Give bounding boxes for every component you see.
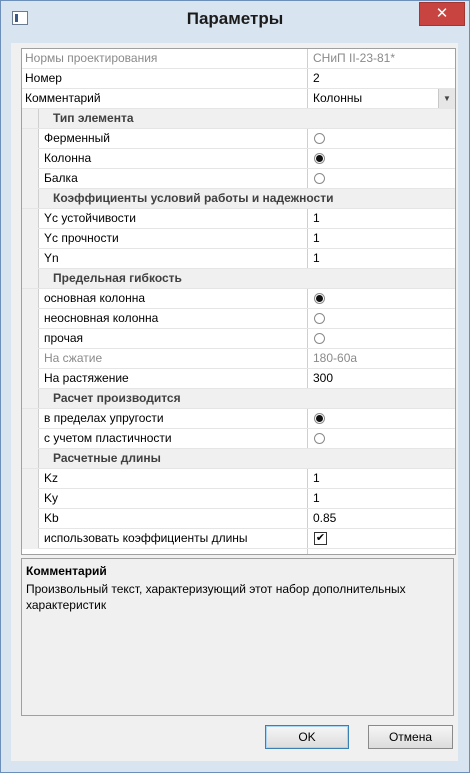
property-label: использовать коэффициенты длины (38, 529, 308, 548)
grid-property-row[interactable] (22, 69, 455, 89)
checkbox[interactable]: ✔ (315, 532, 326, 544)
property-value[interactable] (309, 69, 455, 88)
grid-property-row[interactable] (22, 489, 455, 509)
description-title: Комментарий (26, 564, 107, 578)
property-label: Нормы проектирования (22, 49, 308, 68)
grid-property-row[interactable] (22, 209, 455, 229)
value-text: 180-60a (313, 351, 358, 365)
grid-property-row[interactable] (22, 469, 455, 489)
radio-selected-icon[interactable] (314, 413, 325, 424)
property-value[interactable] (309, 49, 455, 68)
description-text: Произвольный текст, характеризующий этот набор дополнительных характеристик (26, 582, 406, 612)
property-label: Комментарий (22, 89, 308, 108)
property-label: На сжатие (38, 349, 308, 368)
value-text: 1 (313, 231, 320, 245)
grid-property-row[interactable] (22, 149, 455, 169)
grid-property-row[interactable] (22, 229, 455, 249)
property-label: Yc устойчивости (38, 209, 308, 228)
category-label: Тип элемента (38, 109, 455, 128)
property-value[interactable] (309, 209, 455, 228)
property-grid (21, 48, 456, 555)
property-label: Ферменный (38, 129, 308, 148)
property-label: Колонна (38, 149, 308, 168)
property-value[interactable] (309, 489, 455, 508)
property-label: Yc прочности (38, 229, 308, 248)
category-label: Расчетные длины (38, 449, 455, 468)
property-label: Yn (38, 249, 308, 268)
grid-category-row (22, 109, 455, 129)
value-text: 1 (313, 251, 320, 265)
description-panel (21, 558, 454, 716)
value-text: СНиП II-23-81* (313, 51, 396, 65)
grid-category-row (22, 189, 455, 209)
property-label: прочая (38, 329, 308, 348)
grid-property-row[interactable] (22, 289, 455, 309)
property-value[interactable] (309, 409, 455, 428)
category-label: Расчет производится (38, 389, 455, 408)
grid-property-row[interactable] (22, 369, 455, 389)
grid-property-row[interactable] (22, 169, 455, 189)
value-text: Колонны (313, 91, 363, 105)
dropdown-arrow-icon[interactable]: ▼ (438, 89, 455, 108)
property-label: Kb (38, 509, 308, 528)
grid-property-row[interactable] (22, 129, 455, 149)
property-value[interactable] (309, 129, 455, 148)
dialog-title: Параметры (186, 9, 284, 28)
title-bar (1, 1, 469, 37)
property-label: основная колонна (38, 289, 308, 308)
grid-property-row[interactable] (22, 49, 455, 69)
property-value[interactable] (309, 289, 455, 308)
property-value[interactable] (309, 369, 455, 388)
value-text: 1 (313, 491, 320, 505)
property-value[interactable] (309, 309, 455, 328)
radio-selected-icon[interactable] (314, 293, 325, 304)
grid-category-row (22, 389, 455, 409)
empty-cell (22, 549, 308, 555)
grid-property-row[interactable] (22, 249, 455, 269)
property-label: На растяжение (38, 369, 308, 388)
property-value[interactable] (309, 89, 455, 108)
grid-property-row[interactable] (22, 429, 455, 449)
grid-empty-row (22, 549, 455, 555)
property-label: Номер (22, 69, 308, 88)
grid-property-row[interactable] (22, 329, 455, 349)
grid-property-row[interactable] (22, 89, 455, 109)
radio-selected-icon[interactable] (314, 153, 325, 164)
category-label: Коэффициенты условий работы и надежности (38, 189, 455, 208)
property-label: Kz (38, 469, 308, 488)
value-text: 300 (313, 371, 334, 385)
radio-empty-icon[interactable] (314, 333, 325, 344)
ok-button[interactable]: OK (265, 725, 349, 749)
value-text: 0.85 (313, 511, 337, 525)
property-value[interactable] (309, 149, 455, 168)
value-text: 1 (313, 471, 320, 485)
grid-property-row[interactable] (22, 309, 455, 329)
category-label: Предельная гибкость (38, 269, 455, 288)
property-value[interactable] (309, 469, 455, 488)
dialog-client-area (11, 43, 458, 761)
radio-empty-icon[interactable] (314, 433, 325, 444)
property-value[interactable] (309, 429, 455, 448)
property-label: Балка (38, 169, 308, 188)
value-text: 2 (313, 71, 320, 85)
property-label: с учетом пластичности (38, 429, 308, 448)
property-value[interactable] (309, 229, 455, 248)
property-value[interactable] (309, 509, 455, 528)
property-label: Ky (38, 489, 308, 508)
property-label: неосновная колонна (38, 309, 308, 328)
property-value[interactable] (309, 249, 455, 268)
property-value[interactable] (309, 169, 455, 188)
grid-property-row[interactable] (22, 509, 455, 529)
radio-empty-icon[interactable] (314, 133, 325, 144)
value-text: 1 (313, 211, 320, 225)
grid-property-row[interactable] (22, 409, 455, 429)
radio-empty-icon[interactable] (314, 173, 325, 184)
grid-category-row (22, 449, 455, 469)
property-label: в пределах упругости (38, 409, 308, 428)
grid-property-row[interactable] (22, 529, 455, 549)
property-value[interactable] (309, 349, 455, 368)
cancel-button[interactable]: Отмена (368, 725, 453, 749)
property-value[interactable] (309, 529, 455, 548)
grid-category-row (22, 269, 455, 289)
radio-empty-icon[interactable] (314, 313, 325, 324)
close-button[interactable]: ✕ (419, 2, 465, 26)
property-value[interactable] (309, 329, 455, 348)
grid-property-row[interactable] (22, 349, 455, 369)
